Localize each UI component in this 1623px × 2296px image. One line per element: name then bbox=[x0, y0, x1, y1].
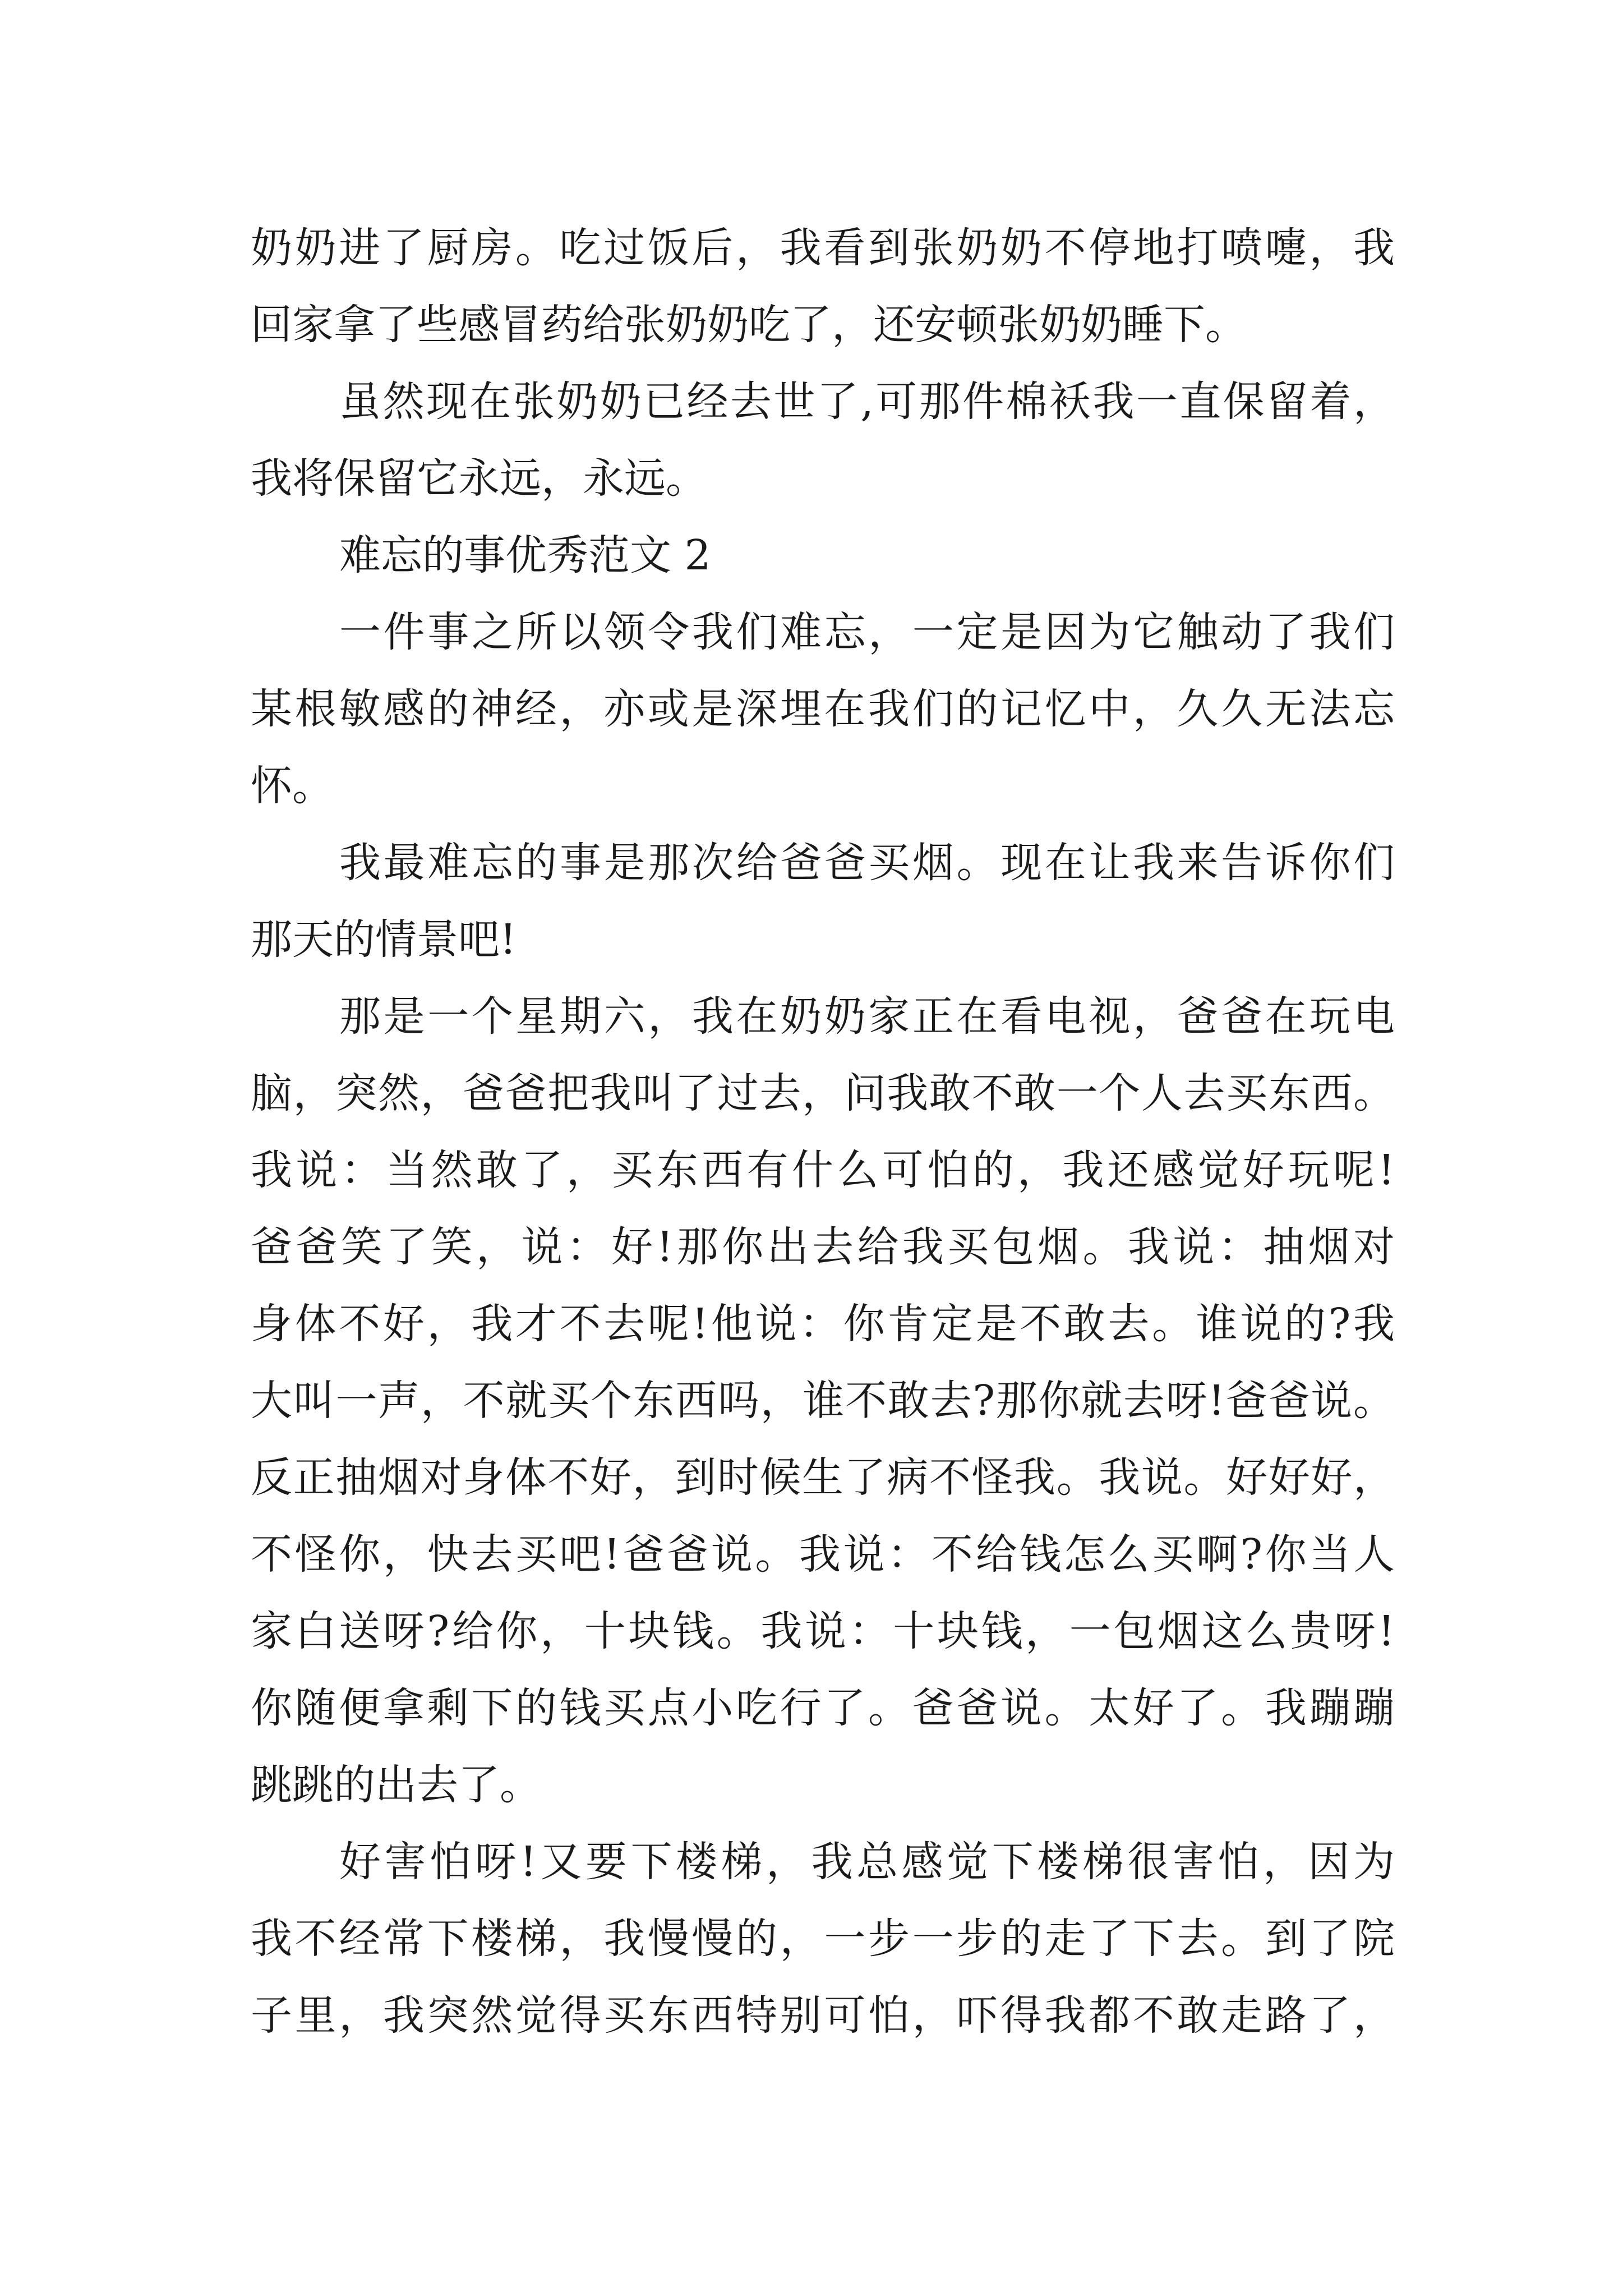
text-line: 我将保留它永远，永远。 bbox=[251, 454, 707, 503]
paragraph bbox=[251, 978, 1395, 1824]
text-line: 跳跳的出去了。 bbox=[251, 1761, 541, 1809]
text-line: 爸爸笑了笑，说：好!那你出去给我买包烟。我说：抽烟对 bbox=[251, 1223, 1395, 1271]
text-line: 虽然现在张奶奶已经去世了,可那件棉袄我一直保留着， bbox=[339, 378, 1395, 426]
text-line: 我说：当然敢了，买东西有什么可怕的，我还感觉好玩呢! bbox=[251, 1146, 1395, 1194]
text-line: 脑，突然，爸爸把我叫了过去，问我敢不敢一个人去买东西。 bbox=[251, 1069, 1395, 1117]
text-line: 反正抽烟对身体不好，到时候生了病不怪我。我说。好好好， bbox=[251, 1453, 1395, 1502]
text-line: 那天的情景吧! bbox=[251, 915, 517, 964]
paragraph bbox=[251, 210, 1395, 364]
text-line: 大叫一声，不就买个东西吗，谁不敢去?那你就去呀!爸爸说。 bbox=[251, 1377, 1395, 1425]
paragraph bbox=[251, 594, 1395, 825]
text-line: 子里，我突然觉得买东西特别可怕，吓得我都不敢走路了， bbox=[251, 1991, 1395, 2040]
text-line: 回家拿了些感冒药给张奶奶吃了，还安顿张奶奶睡下。 bbox=[251, 301, 1247, 349]
text-line: 你随便拿剩下的钱买点小吃行了。爸爸说。太好了。我蹦蹦 bbox=[251, 1684, 1395, 1732]
document-body bbox=[251, 210, 1395, 2054]
text-line: 好害怕呀!又要下楼梯，我总感觉下楼梯很害怕，因为 bbox=[339, 1838, 1395, 1886]
section-heading: 难忘的事优秀范文 2 bbox=[339, 531, 711, 579]
text-line: 家白送呀?给你，十块钱。我说：十块钱，一包烟这么贵呀! bbox=[251, 1607, 1395, 1655]
text-line: 某根敏感的神经，亦或是深埋在我们的记忆中，久久无法忘 bbox=[251, 685, 1395, 733]
paragraph bbox=[251, 364, 1395, 517]
text-line: 我最难忘的事是那次给爸爸买烟。现在让我来告诉你们 bbox=[339, 839, 1395, 887]
text-line: 我不经常下楼梯，我慢慢的，一步一步的走了下去。到了院 bbox=[251, 1915, 1395, 1963]
paragraph bbox=[251, 825, 1395, 978]
text-line: 一件事之所以领令我们难忘，一定是因为它触动了我们 bbox=[339, 608, 1395, 656]
paragraph bbox=[251, 1824, 1395, 2054]
text-line: 奶奶进了厨房。吃过饭后，我看到张奶奶不停地打喷嚏，我 bbox=[251, 224, 1395, 272]
text-line: 怀。 bbox=[251, 762, 334, 810]
text-line: 那是一个星期六，我在奶奶家正在看电视，爸爸在玩电 bbox=[339, 992, 1395, 1041]
text-line: 身体不好，我才不去呢!他说：你肯定是不敢去。谁说的?我 bbox=[251, 1300, 1395, 1348]
text-line: 不怪你，快去买吧!爸爸说。我说：不给钱怎么买啊?你当人 bbox=[251, 1530, 1395, 1579]
